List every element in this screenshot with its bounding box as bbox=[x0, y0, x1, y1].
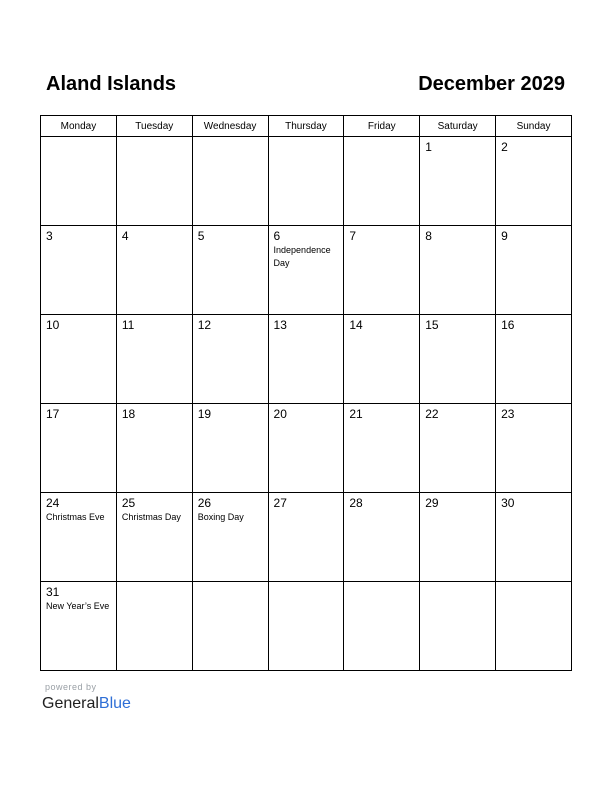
day-number: 11 bbox=[121, 318, 135, 332]
day-cell bbox=[420, 493, 496, 582]
day-cell bbox=[268, 404, 344, 493]
weekday-saturday: Saturday bbox=[420, 116, 496, 137]
day-number: 2 bbox=[501, 140, 508, 154]
day-cell-content bbox=[420, 582, 495, 585]
day-cell-content bbox=[269, 582, 344, 585]
week-row bbox=[41, 315, 572, 404]
day-cell-content bbox=[344, 226, 419, 243]
day-cell-content bbox=[496, 404, 571, 421]
weekday-monday: Monday bbox=[41, 116, 117, 137]
day-cell-content bbox=[496, 137, 571, 154]
day-cell bbox=[268, 493, 344, 582]
day-cell bbox=[268, 137, 344, 226]
day-cell-content bbox=[117, 137, 192, 140]
day-number: 20 bbox=[273, 407, 287, 421]
day-cell bbox=[496, 404, 572, 493]
holiday-label: Christmas Eve bbox=[46, 512, 105, 522]
day-number: 13 bbox=[273, 318, 287, 332]
day-number: 7 bbox=[349, 229, 357, 243]
day-number: 15 bbox=[425, 318, 439, 332]
weekday-tuesday: Tuesday bbox=[116, 116, 192, 137]
day-cell bbox=[41, 226, 117, 315]
day-cell-content bbox=[117, 315, 192, 332]
day-number: 22 bbox=[425, 407, 439, 421]
day-cell bbox=[116, 226, 192, 315]
day-cell bbox=[116, 582, 192, 671]
week-row bbox=[41, 137, 572, 226]
day-cell-content bbox=[344, 137, 419, 140]
day-number: 25 bbox=[121, 496, 136, 510]
day-cell bbox=[420, 137, 496, 226]
country-title: Aland Islands bbox=[46, 73, 177, 95]
day-number: 24 bbox=[46, 496, 60, 510]
day-cell-content bbox=[420, 315, 495, 332]
day-number: 3 bbox=[46, 229, 53, 243]
day-cell bbox=[268, 582, 344, 671]
day-number: 16 bbox=[501, 318, 515, 332]
brand-blue-text: Blue bbox=[98, 695, 131, 712]
holiday-label: Christmas Day bbox=[121, 512, 181, 522]
calendar-grid bbox=[40, 115, 572, 671]
day-cell bbox=[344, 315, 420, 404]
day-cell-content bbox=[420, 404, 495, 421]
day-number: 17 bbox=[46, 407, 60, 421]
week-row bbox=[41, 404, 572, 493]
day-cell-content bbox=[420, 226, 495, 243]
day-cell bbox=[41, 137, 117, 226]
day-cell-content bbox=[496, 582, 571, 585]
holiday-label: New Year’s Eve bbox=[46, 601, 110, 611]
day-number: 5 bbox=[197, 229, 205, 243]
day-cell bbox=[496, 493, 572, 582]
day-cell-content bbox=[41, 404, 116, 421]
day-cell-content bbox=[496, 493, 571, 510]
day-number: 8 bbox=[425, 229, 432, 243]
day-cell-content bbox=[193, 404, 268, 421]
holiday-label: Independence Day bbox=[273, 245, 331, 268]
day-cell bbox=[496, 582, 572, 671]
day-cell-content bbox=[117, 582, 192, 585]
day-number: 23 bbox=[501, 407, 515, 421]
day-number: 19 bbox=[197, 407, 212, 421]
day-number: 14 bbox=[349, 318, 363, 332]
day-cell bbox=[192, 404, 268, 493]
day-cell bbox=[420, 404, 496, 493]
day-cell-content bbox=[496, 315, 571, 332]
day-cell bbox=[344, 226, 420, 315]
weekday-header-row bbox=[41, 116, 572, 137]
weekday-thursday: Thursday bbox=[268, 116, 344, 137]
day-cell bbox=[268, 315, 344, 404]
day-cell bbox=[116, 493, 192, 582]
day-number: 27 bbox=[273, 496, 287, 510]
day-cell bbox=[420, 226, 496, 315]
weekday-sunday: Sunday bbox=[496, 116, 572, 137]
day-cell bbox=[192, 226, 268, 315]
day-cell-content bbox=[41, 315, 116, 332]
day-cell-content bbox=[269, 315, 344, 332]
day-number: 1 bbox=[425, 140, 432, 154]
week-row bbox=[41, 493, 572, 582]
day-cell-content bbox=[269, 404, 344, 421]
day-cell-content bbox=[420, 137, 495, 154]
day-cell-content bbox=[269, 493, 344, 510]
day-cell bbox=[192, 493, 268, 582]
day-number: 4 bbox=[121, 229, 129, 243]
day-cell bbox=[116, 137, 192, 226]
day-cell bbox=[420, 315, 496, 404]
day-cell-content bbox=[496, 226, 571, 243]
day-cell-content bbox=[269, 137, 344, 140]
day-cell-content bbox=[193, 493, 268, 524]
day-cell-content bbox=[344, 582, 419, 585]
day-cell-content bbox=[193, 582, 268, 585]
day-cell-content bbox=[269, 226, 344, 270]
day-cell bbox=[41, 582, 117, 671]
day-number: 18 bbox=[121, 407, 136, 421]
day-number: 28 bbox=[349, 496, 363, 510]
day-cell bbox=[192, 315, 268, 404]
week-row bbox=[41, 582, 572, 671]
month-title: December 2029 bbox=[418, 73, 565, 95]
day-number: 10 bbox=[46, 318, 60, 332]
day-cell bbox=[192, 137, 268, 226]
day-number: 6 bbox=[273, 229, 281, 243]
day-cell-content bbox=[117, 493, 192, 524]
day-cell bbox=[192, 582, 268, 671]
day-cell-content bbox=[193, 315, 268, 332]
day-cell bbox=[41, 493, 117, 582]
day-cell-content bbox=[193, 137, 268, 140]
day-cell-content bbox=[41, 137, 116, 140]
day-number: 21 bbox=[349, 407, 363, 421]
day-number: 26 bbox=[197, 496, 212, 510]
day-cell bbox=[344, 137, 420, 226]
week-row bbox=[41, 226, 572, 315]
day-cell-content bbox=[41, 582, 116, 613]
day-number: 29 bbox=[425, 496, 439, 510]
day-number: 9 bbox=[501, 229, 508, 243]
day-number: 31 bbox=[46, 585, 60, 599]
day-cell bbox=[41, 404, 117, 493]
powered-by-label: powered by bbox=[45, 682, 97, 692]
generalblue-logo[interactable] bbox=[42, 694, 131, 714]
day-number: 30 bbox=[501, 496, 515, 510]
day-cell-content bbox=[344, 493, 419, 510]
holiday-label: Boxing Day bbox=[197, 512, 244, 522]
day-cell bbox=[420, 582, 496, 671]
day-cell bbox=[344, 404, 420, 493]
day-cell bbox=[116, 404, 192, 493]
day-cell-content bbox=[420, 493, 495, 510]
day-cell-content bbox=[41, 493, 116, 524]
day-cell-content bbox=[41, 226, 116, 243]
day-cell-content bbox=[117, 226, 192, 243]
day-cell bbox=[496, 137, 572, 226]
day-cell-content bbox=[344, 315, 419, 332]
day-cell-content bbox=[117, 404, 192, 421]
day-cell bbox=[268, 226, 344, 315]
day-cell bbox=[116, 315, 192, 404]
day-cell bbox=[496, 315, 572, 404]
day-cell bbox=[344, 493, 420, 582]
day-cell-content bbox=[344, 404, 419, 421]
weekday-wednesday: Wednesday bbox=[192, 116, 268, 137]
day-cell bbox=[41, 315, 117, 404]
brand-general-text: General bbox=[42, 695, 99, 712]
weekday-friday: Friday bbox=[344, 116, 420, 137]
day-cell bbox=[496, 226, 572, 315]
day-number: 12 bbox=[197, 318, 212, 332]
day-cell-content bbox=[193, 226, 268, 243]
day-cell bbox=[344, 582, 420, 671]
